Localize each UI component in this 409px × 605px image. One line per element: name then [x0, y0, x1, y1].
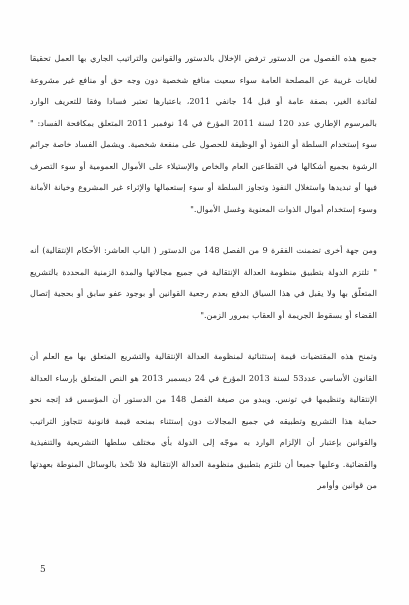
paragraph-3: وتمنح هذه المقتضيات قيمة إستثنائية لمنظومة العدالة الإنتقالية والتشريع المتعلق بها مع العلم أن القانون الأساسي عدد53 لسنة 2013 المؤرخ في 24 ديسمبر 2013 هو النص المتعلق بإرساء العدالة الإنتقالية وتنظيمها في تونس. ويبدو من صيغة الفصل 148 من الدستور أن المؤسس قد إتجه نحو حماية هذا التشريع وتطبيقه في جميع المجالات دون إستثناء بمنحه قيمة قانونية تتجاوز التراتيب والقوانين بإعتبار أن الإلزام الوارد به موجّه إلى الدولة بأي مختلف سلطها التشريعية والتنفيذية والقضائية. وعليها جميعا أن تلتزم بتطبيق منظومة العدالة الإنتقالية فلا تتّخذ بالوسائل المنوطة بعهدتها من قوانين وأوامر: [30, 351, 377, 490]
page-number: 5: [40, 565, 46, 575]
paragraph-2: ومن جهة أخرى تضمنت الفقرة 9 من الفصل 148 من الدستور ( الباب العاشر: الأحكام الإنتقالية) أنه " تلتزم الدولة بتطبيق منظومة العدالة الإنتقالية في جميع مجالاتها والمدة الزمنية المحددة بالتشريع المتعلّق بها ولا يقبل في هذا السياق الدفع بعدم رجعية القوانين أو بوجود عفو سابق أو بحجية إتصال القضاء أو بسقوط الجريمة أو العقاب بمرور الزمن.": [30, 245, 377, 320]
paragraph-1: جميع هذه الفصول من الدستور ترفض الإخلال بالدستور والقوانين والتراتيب الجاري بها العمل تحقيقا لغايات غريبة عن المصلحة العامة سواء سعيت منافع شخصية دون وجه حق أو منافع غير مشروعة لفائدة الغير، بصفة عامة أو قبل 14 جانفي 2011، باعتبارها تعتبر فسادا وفقا للتعريف الوارد بالمرسوم الإطاري عدد 120 لسنة 2011 المؤرخ في 14 نوفمبر 2011 المتعلق بمكافحة الفساد: " سوء إستخدام السلطة أو النفوذ أو الوظيفة للحصول على منفعة شخصية. ويشمل الفساد خاصة جرائم الرشوة بجميع أشكالها في القطاعين العام والخاص والإستيلاء على الأموال العمومية أو سوء التصرف فيها أو تبديدها واستغلال النفوذ وتجاوز السلطة أو سوء إستعمالها والإثراء غير المشروع وخيانة الأمانة وسوء إستخدام أموال الذوات المعنوية وغسل الأموال.": [30, 53, 377, 214]
